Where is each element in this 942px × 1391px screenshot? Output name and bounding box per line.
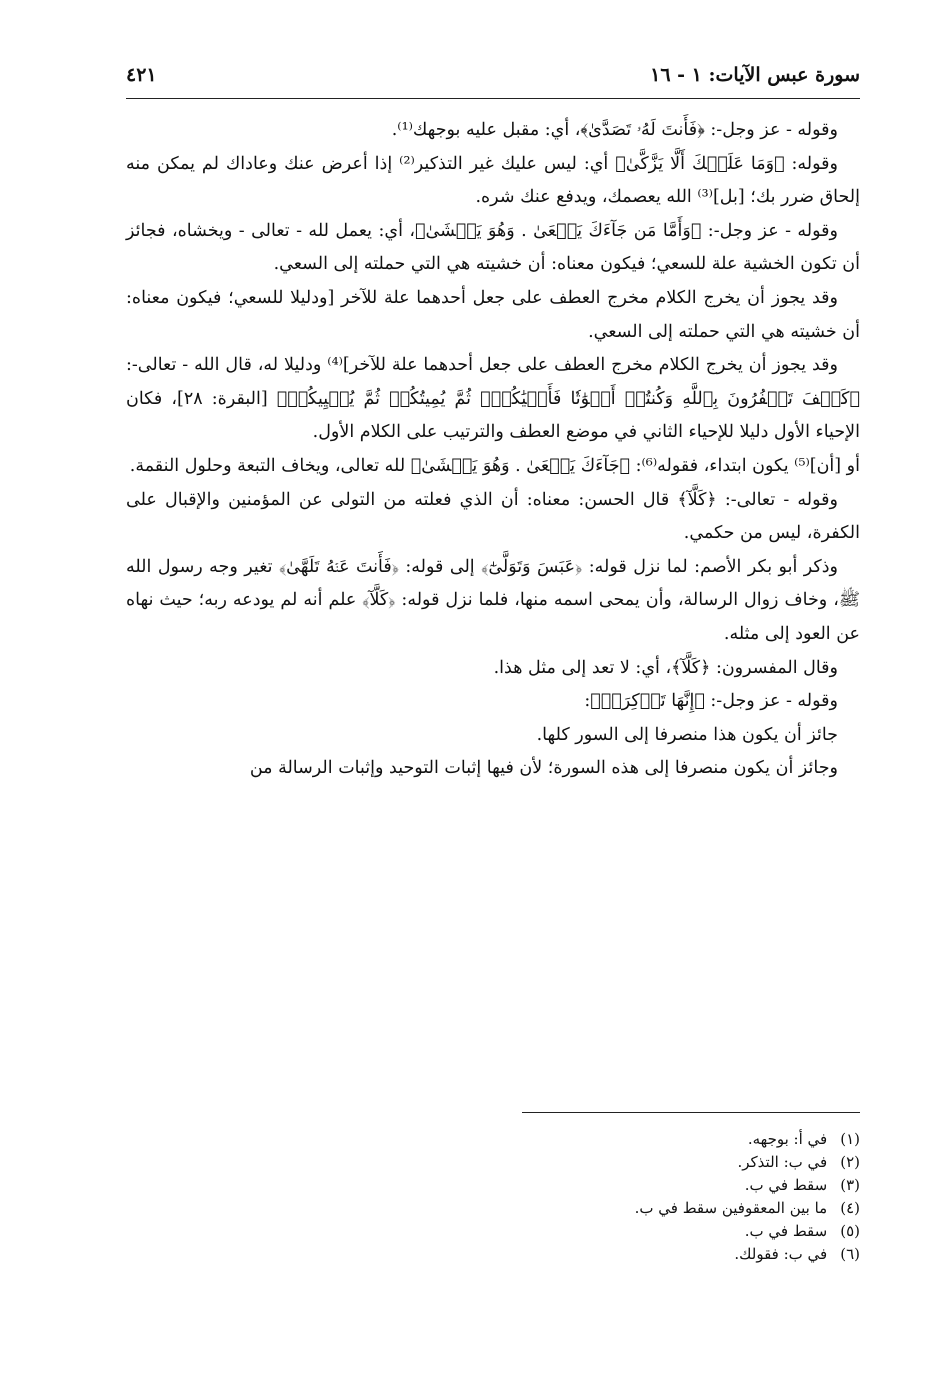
footnote-separator [522, 1112, 860, 1113]
footnote [440, 1174, 860, 1197]
footnote [440, 1128, 860, 1151]
footnote [440, 1197, 860, 1220]
paragraph: وذكر أبو بكر الأصم: لما نزل قوله: ﴿عَبَسَ وَتَوَلَّىٰٓ﴾ إلى قوله: ﴿فَأَنتَ عَنۡهُ تَلَهَّىٰ﴾ تغير وجه رسول الله ﷺ، وخاف زوال الرسالة، وأن يمحى اسمه منها، فلما نزل قوله: ﴿كَلَّآ﴾ علم أنه لم يودعه ربه؛ حيث نهاه عن العود إلى مثله. [126, 556, 860, 644]
paragraph: وقد يجوز أن يخرج الكلام مخرج العطف على جعل أحدهما علة للآخر [ودليلا للسعي؛ فيكون معناه: أن خشيته هي التي حملته إلى السعي. [126, 287, 860, 342]
footnote-number: (١) [840, 1130, 860, 1148]
footnote-number: (٥) [840, 1222, 860, 1240]
footnote-text: في ب: التذكر. [737, 1153, 828, 1171]
paragraph: وقال المفسرون: ﴿كَلَّآ﴾، أي: لا تعد إلى مثل هذا. [493, 657, 838, 678]
main-text [126, 114, 860, 1114]
footnote [440, 1220, 860, 1243]
running-title: سورة عبس الآيات: ١ - ١٦ [650, 64, 860, 86]
footnote [440, 1151, 860, 1174]
paragraph: وجائز أن يكون منصرفا إلى هذه السورة؛ لأن فيها إثبات التوحيد وإثبات الرسالة من [249, 758, 838, 779]
footnote-text: في أ: بوجهه. [747, 1130, 828, 1148]
footnote-text: ما بين المعقوفين سقط في ب. [634, 1199, 828, 1217]
footnote [440, 1243, 860, 1266]
footnote-text: في ب: فقولك. [734, 1245, 828, 1263]
footnote-text: سقط في ب. [744, 1176, 828, 1194]
footnote-text: سقط في ب. [744, 1222, 828, 1240]
footnote-number: (٣) [840, 1176, 860, 1194]
paragraph: جائز أن يكون هذا منصرفا إلى السور كلها. [536, 724, 838, 745]
footnote-number: (٤) [840, 1199, 860, 1217]
footnotes [440, 1128, 860, 1266]
page-header [126, 58, 860, 99]
paragraph: أو [أن]⁽⁵⁾ يكون ابتداء، فقوله⁽⁶⁾: ﴿جَآءَكَ يَسۡعَىٰ . وَهُوَ يَخۡشَىٰ﴾ لله تعالى، ويخاف التبعة وحلول النقمة. [129, 455, 860, 476]
paragraph: وقوله - عز وجل-: ﴿وَأَمَّا مَن جَآءَكَ يَسۡعَىٰ . وَهُوَ يَخۡشَىٰ﴾، أي: يعمل لله - تعالى - ويخشاه، فجائز أن تكون الخشية علة للسعي؛ فيكون معناه: أن خشيته هي التي حملته إلى السعي. [126, 220, 860, 275]
paragraph: وقد يجوز أن يخرج الكلام مخرج العطف على جعل أحدهما علة للآخر]⁽⁴⁾ ودليلا له، قال الله - تعالى-: ﴿كَيۡفَ تَكۡفُرُونَ بِٱللَّهِ وَكُنتُمۡ أَمۡوَٰتٗا فَأَحۡيَٰكُمۡۖ ثُمَّ يُمِيتُكُمۡ ثُمَّ يُحۡيِيكُمۡ﴾ [البقرة: ٢٨]، فكان الإحياء الأول دليلا للإحياء الثاني في موضع العطف والترتيب على الكلام الأول. [126, 355, 860, 443]
footnote-number: (٦) [840, 1245, 860, 1263]
paragraph: وقوله - تعالى-: ﴿كَلَّآ﴾ قال الحسن: معناه: أن الذي فعلته من التولى عن المؤمنين والإقبال على الكفرة، ليس من حكمي. [126, 489, 860, 544]
paragraph: وقوله - عز وجل-: ﴿إِنَّهَا تَذۡكِرَةٞ﴾: [584, 691, 838, 712]
page-number: ٤٢١ [126, 64, 157, 86]
paragraph: وقوله - عز وجل-: ﴿فَأَنتَ لَهُۥ تَصَدَّىٰ﴾، أي: مقبل عليه بوجهك⁽¹⁾. [391, 120, 838, 140]
footnote-number: (٢) [840, 1153, 860, 1171]
paragraph: وقوله: ﴿وَمَا عَلَيۡكَ أَلَّا يَزَّكَّىٰ﴾ أي: ليس عليك غير التذكير⁽²⁾ إذا أعرض عنك وعاداك لم يمكن منه إلحاق ضرر بك؛ [بل]⁽³⁾ الله يعصمك، ويدفع عنك شره. [126, 153, 860, 208]
